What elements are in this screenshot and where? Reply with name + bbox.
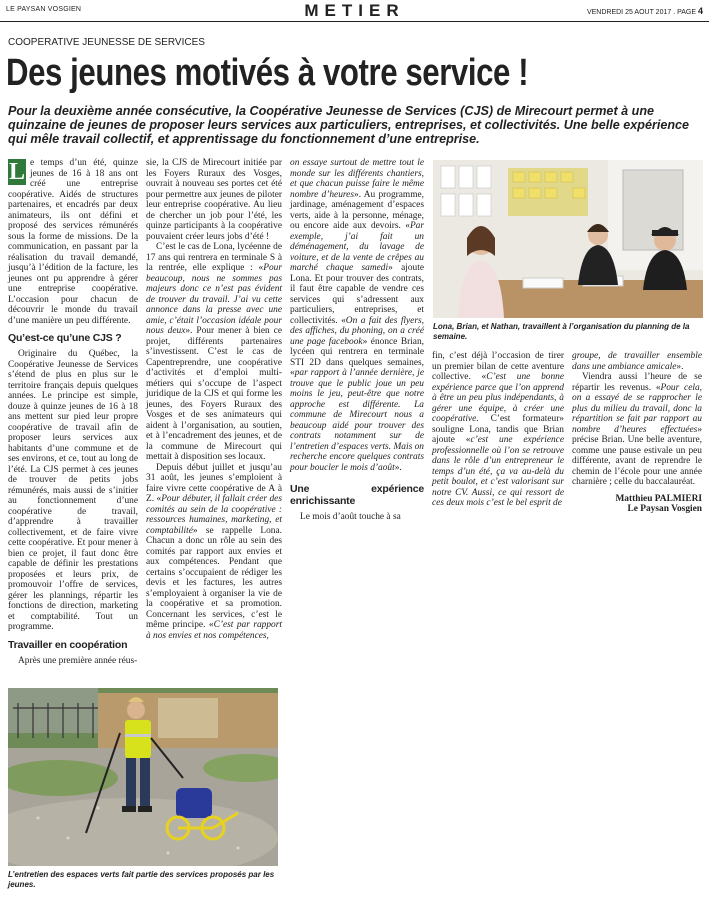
col2-p2-text-b: ». Pour mener à bien ce projet, différents partenaires s’investissent. C’est le cas de Capentreprendre, une coopérative d’activités et d’emploi multi-métiers qui s’occupe de l’aspect juridique de la CJS et qui forme les jeunes, des Foyers Ruraux des Vosges et de ses animateurs qui aident à l’organisation, au soutien, et à l’encadrement des jeunes, et de la commune de Mirecourt qui mettait à disposition ses locaux. (146, 326, 282, 462)
article-headline: Des jeunes motivés à votre service ! (6, 52, 529, 94)
intro-paragraph: e temps d’un été, quinze jeunes de 16 à 18 ans ont créé une entreprise coopérative. Aidés de structures partenaires, et encadrés par deux animateurs, ils ont défini et proposé des services rémunérés sous la forme de missions. De la communication, en passant par la réalisation du travail demandé, jusqu’à l’édition de la facture, les jeunes ont pu apprendre à gérer une entreprise coopérative. L’occasion pour chacun de découvrir le monde du travail d’une manière un peu différente. (8, 158, 138, 326)
cooperation-paragraph-start: Après une première année réus- (18, 655, 138, 666)
date-label: VENDREDI 25 AOUT 2017 . PAGE (586, 9, 697, 16)
col4b-paragraph-1 (572, 351, 702, 372)
article-column-5 (572, 351, 702, 515)
masthead (0, 0, 709, 22)
publication-name: Le Paysan Vosgien (627, 504, 702, 514)
col4b-text-1: ». (676, 361, 684, 372)
col4a-quote-1: C’est une bonne expérience parce que l’on apprend à être un peu plus indépendants, à gérer une équipe, à créer une coopérative (432, 372, 564, 424)
newspaper-name: LE PAYSAN VOSGIEN (6, 6, 82, 13)
drop-cap: L (8, 159, 25, 185)
cjs-paragraph: Originaire du Québec, la Coopérative Jeunesse de Services s’étend de plus en plus sur le territoire français depuis quelques années. Le principe est simple, douze à quinze jeunes de 16 à 18 ans mettent sur pied leur propre coopérative de travail afin de proposer leurs services aux habitants d’une commune et de ses environs, et ce, tout au long de l’été. La CJS permet à ces jeunes de trouver de petits jobs rémunérés, mais aussi de s’initier au fonctionnement d’une coopérative de travail, d’apprendre à travailler collectivement, et de faire vivre cette coopérative. Et pour mener à bien ce projet, il faut donc être capable de définir les prestations proposées et leurs prix, de promouvoir l’offre de services, gérer les plannings, répartir les fonctions de direction, marketing et comptabilité. Tout un programme. (8, 349, 138, 632)
col3-quote-4: par rapport à l’année dernière, je trouve que le public joue un peu moins le jeu, peut-être que notre approche est différente. La commune de Mirecourt nous a beaucoup aidé pour trouver des contrats notamment sur de l’entretien d’espaces verts. Mais on recherche encore quelques contrats pour boucler le mois d’août (290, 368, 424, 473)
col4a-text-1: fin, c’est déjà l’occasion de tirer un premier bilan de cette aventure collective. « (432, 351, 564, 382)
col2-paragraph-3 (146, 463, 282, 642)
garden-illustration (8, 688, 278, 866)
article-column-3 (290, 158, 424, 523)
caption-garden-work: L’entretien des espaces verts fait partie des services proposés par les jeunes. (8, 870, 275, 889)
col4a-text-2: . C’est formateur» souligne Lona, tandis que Brian ajoute « (432, 414, 564, 445)
col4a-paragraph (432, 351, 564, 509)
photo-garden-work (8, 688, 278, 866)
col3-quote-2: Par exemple, j’ai fait un déménagement, du lavage de voiture, et de la vente de crêpes au marché chaque samedi (290, 221, 424, 273)
col3-quote-1: on essaye surtout de mettre tout le monde sur les différents chantiers, et que chacun puisse faire le même nombre d’heures (290, 158, 424, 200)
col2-paragraph-2 (146, 242, 282, 463)
team-illustration (433, 160, 703, 318)
col2-p2-text-a: C’est le cas de Lona, lycéenne de 17 ans qui rentrera en terminale S à la rentrée, elle explique : « (146, 242, 282, 273)
section-title: METIER (304, 1, 405, 20)
col3-paragraph-1 (290, 158, 424, 473)
article-kicker: COOPERATIVE JEUNESSE DE SERVICES (8, 37, 205, 48)
experience-paragraph-start: Le mois d’août touche à sa (300, 512, 401, 522)
article-column-2 (146, 158, 282, 641)
photo-team-planning (433, 160, 703, 318)
col4b-text-2: Viendra aussi l’heure de se répartir les revenus. « (572, 372, 702, 393)
col3-text-4: ». (394, 462, 402, 473)
caption-team-planning: Lona, Brian, et Nathan, travaillent à l’organisation du planning de la semaine. (433, 322, 690, 341)
article-column-4 (432, 351, 564, 509)
subhead-cooperation: Travailler en coopération (8, 638, 128, 651)
col2-paragraph-1: sie, la CJS de Mirecourt initiée par les Foyers Ruraux des Vosges, ouvrait à nouveau ses portes cet été pour permettre aux jeunes de piloter leur entreprise coopérative. Au lieu de chercher un job pour l’été, les quinze participants à la coopérative pouvaient créer leurs jobs d’été ! (146, 158, 282, 242)
col2-p3-text-b: » se rappelle Lona. Chacun a donc un rôle au sein des comités par rapport aux envies et aux compétences. Pendant que certains s’occupaient de rédiger les devis et les factures, les autres s’employaient à organiser la vie de la coopérative et sa promotion. Concernant les services, c’est le même principe. « (146, 525, 282, 630)
col2-p3-quote-2: C’est par rapport à nos envies et nos compétences, (146, 620, 282, 641)
col4b-quote-1: groupe, de travailler ensemble dans une ambiance amicale (572, 351, 702, 372)
article-standfirst: Pour la deuxième année consécutive, la Coopérative Jeunesse de Services (CJS) de Mirecourt permet à une quinzaine de jeunes de proposer leurs services aux particuliers, entreprises, et collectivités. Une belle expérience qui mêle travail collectif, et apprentissage du fonctionnement d’une entreprise. (8, 104, 690, 146)
col4b-quote-2: Pour cela, on a essayé de se rapprocher le plus du milieu du travail, donc la répartition se fait par rapport au nombre d’heures effectuées (572, 382, 702, 435)
col3-text-3: » énonce Brian, lycéen qui rentrera en terminale STI 2D dans quelques semaines, « (290, 336, 424, 378)
col2-p3-text-a: Depuis début juillet et jusqu’au 31 août, les jeunes s’emploient à faire vivre cette coopérative de A à Z. « (146, 462, 282, 504)
col4a-quote-2: c’est une expérience professionnelle où l’on se retrouve dans le rôle d’un entrepreneur le temps d’un été, ça va au-delà du petit boulot, et c’est valorisant sur notre CV. Aussi, ce qui ressort de ces deux mois c’est le bel esprit de (432, 435, 564, 508)
article-column-1 (8, 158, 138, 666)
author-signature (572, 494, 702, 515)
date-page (587, 6, 703, 16)
page-number: 4 (697, 6, 703, 16)
subhead-cjs: Qu’est-ce qu’une CJS ? (8, 332, 122, 344)
col2-p3-quote: Pour débuter, il fallait créer des comités au sein de la coopérative : ressources humaines, marketing, et comptabilité (146, 494, 282, 536)
col3-text-2: » ajoute Lona. Et pour trouver des contrats, il faut être capable de vendre ces services qui s’adressent aux particuliers, entreprises, et collectivités. « (290, 263, 424, 326)
col3-quote-3: On a fait des flyers, des affiches, du phoning, on a créé une page facebook (290, 315, 424, 347)
col2-p2-quote: Pour beaucoup, nous ne sommes pas majeurs donc ce n’est pas évident de trouver du travail. J’ai vu cette annonce dans la presse avec une amie, c’était l’occasion idéale pour nous deux (146, 263, 282, 336)
author-name: Matthieu PALMIERI (615, 493, 702, 504)
col3-text-1: ». Au programme, jardinage, aménagement d’espaces verts, aide à la personne, ménage, ou encore aide aux devoirs. « (290, 189, 425, 231)
subhead-experience: Une expérience enrichissante (290, 483, 424, 507)
col4b-paragraph-2 (572, 372, 702, 488)
col4b-text-3: » précise Brian. Une belle aventure, comme une pause estivale un peu différente, avant de reprendre le chemin de l’école pour une année charnière ; celle du baccalauréat. (572, 424, 702, 487)
